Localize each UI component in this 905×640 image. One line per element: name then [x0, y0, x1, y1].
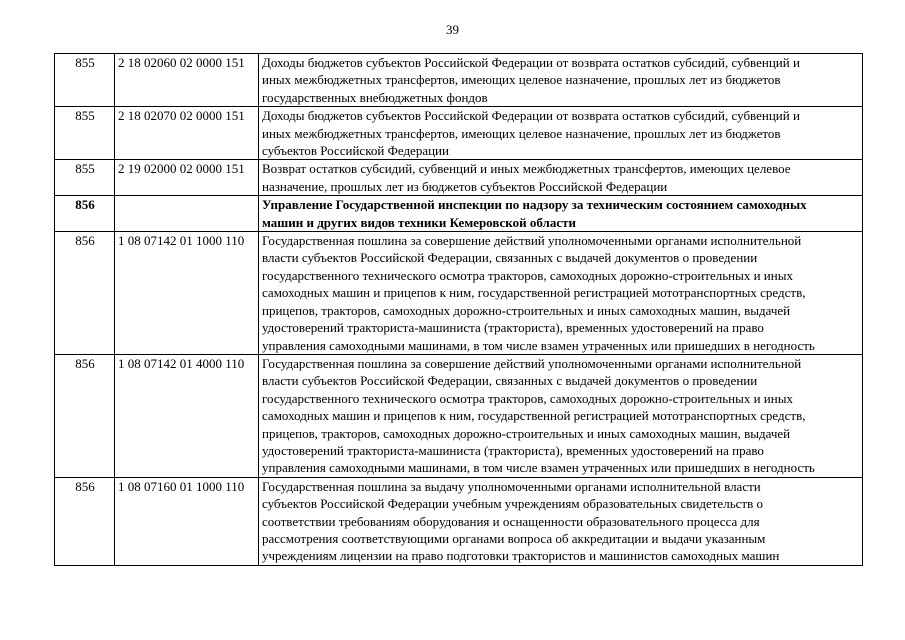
revenue-name-line: иных межбюджетных трансфертов, имеющих целевое назначение, прошлых лет из бюджетов [262, 125, 781, 141]
revenue-name-line: Государственная пошлина за выдачу уполномоченными органами исполнительной власти [262, 478, 761, 494]
revenue-name-cell [259, 160, 863, 196]
revenue-name-line: иных межбюджетных трансфертов, имеющих целевое назначение, прошлых лет из бюджетов [262, 72, 781, 88]
table-row [55, 232, 863, 355]
revenue-name-line: власти субъектов Российской Федерации, связанных с выдачей документов о проведении [262, 373, 758, 389]
table-row [55, 160, 863, 196]
revenue-name-cell [259, 477, 863, 565]
revenue-name-line: прицепов, тракторов, самоходных дорожно-строительных и иных самоходных машин, выдачей [262, 425, 791, 441]
revenue-name-line: удостоверений тракториста-машиниста (тракториста), временных удостоверений на право [262, 320, 764, 336]
revenue-name-cell [259, 54, 863, 107]
revenue-name-cell [259, 354, 863, 477]
admin-code-cell: 856 [55, 354, 115, 477]
revenue-name-line: субъектов Российской Федерации [262, 143, 449, 159]
table-row [55, 196, 863, 232]
revenue-name-line: соответствии требованиям оборудования и оснащенности образовательного процесса для [262, 513, 760, 529]
budget-code-cell: 1 08 07142 01 4000 110 [115, 354, 259, 477]
table-row [55, 477, 863, 565]
admin-code-cell: 856 [55, 477, 115, 565]
revenue-name-line: Возврат остатков субсидий, субвенций и иных межбюджетных трансфертов, имеющих целевое [262, 161, 791, 177]
revenue-name-line: государственных внебюджетных фондов [262, 89, 488, 105]
table-row [55, 107, 863, 160]
revenue-name-line: самоходных машин и прицепов к ним, государственной регистрацией мототранспортных средств, [262, 408, 806, 424]
revenue-name-line: управления самоходными машинами, в том числе взамен утраченных или пришедших в негодность [262, 460, 815, 476]
revenue-name-cell [259, 232, 863, 355]
revenue-name-cell [259, 107, 863, 160]
revenue-name-line: Доходы бюджетов субъектов Российской Федерации от возврата остатков субсидий, субвенций и [262, 108, 800, 124]
table-body [55, 54, 863, 566]
page-number: 39 [446, 22, 459, 37]
revenue-name-line: Государственная пошлина за совершение действий уполномоченными органами исполнительной [262, 355, 802, 371]
revenue-name-line: Доходы бюджетов субъектов Российской Федерации от возврата остатков субсидий, субвенций и [262, 55, 800, 70]
revenue-name-line: субъектов Российской Федерации учебным учреждениям образовательных свидетельств о [262, 496, 763, 512]
revenue-name-cell [259, 196, 863, 232]
budget-classification-table [54, 53, 863, 566]
budget-code-cell: 1 08 07160 01 1000 110 [115, 477, 259, 565]
revenue-name-line: удостоверений тракториста-машиниста (тракториста), временных удостоверений на право [262, 442, 764, 458]
budget-code-cell [115, 196, 259, 232]
revenue-name-line: Государственная пошлина за совершение действий уполномоченными органами исполнительной [262, 233, 802, 249]
admin-code-cell: 855 [55, 107, 115, 160]
budget-code-cell: 2 18 02070 02 0000 151 [115, 107, 259, 160]
admin-code-cell: 856 [55, 196, 115, 232]
revenue-name-line: государственного технического осмотра тракторов, самоходных дорожно-строительных и иных [262, 267, 793, 283]
revenue-name-line: машин и других видов техники Кемеровской области [262, 214, 576, 230]
revenue-name-line: назначение, прошлых лет из бюджетов субъектов Российской Федерации [262, 178, 668, 194]
admin-code-cell: 856 [55, 232, 115, 355]
revenue-name-line: учреждениям лицензии на право подготовки трактористов и машинистов самоходных машин [262, 548, 780, 564]
revenue-name-line: государственного технического осмотра тракторов, самоходных дорожно-строительных и иных [262, 390, 793, 406]
table-row [55, 354, 863, 477]
revenue-name-line: власти субъектов Российской Федерации, связанных с выдачей документов о проведении [262, 250, 758, 266]
revenue-name-line: Управление Государственной инспекции по надзору за техническим состоянием самоходных [262, 197, 807, 213]
revenue-name-line: самоходных машин и прицепов к ним, государственной регистрацией мототранспортных средств, [262, 285, 806, 301]
revenue-name-line: управления самоходными машинами, в том числе взамен утраченных или пришедших в негодность [262, 337, 815, 353]
table-row [55, 54, 863, 107]
revenue-name-line: рассмотрения соответствующими органами вопроса об аккредитации и выдачи указанным [262, 530, 766, 546]
admin-code-cell: 855 [55, 54, 115, 107]
revenue-name-line: прицепов, тракторов, самоходных дорожно-строительных и иных самоходных машин, выдачей [262, 302, 791, 318]
budget-code-cell: 1 08 07142 01 1000 110 [115, 232, 259, 355]
budget-code-cell: 2 18 02060 02 0000 151 [115, 54, 259, 107]
budget-code-cell: 2 19 02000 02 0000 151 [115, 160, 259, 196]
admin-code-cell: 855 [55, 160, 115, 196]
